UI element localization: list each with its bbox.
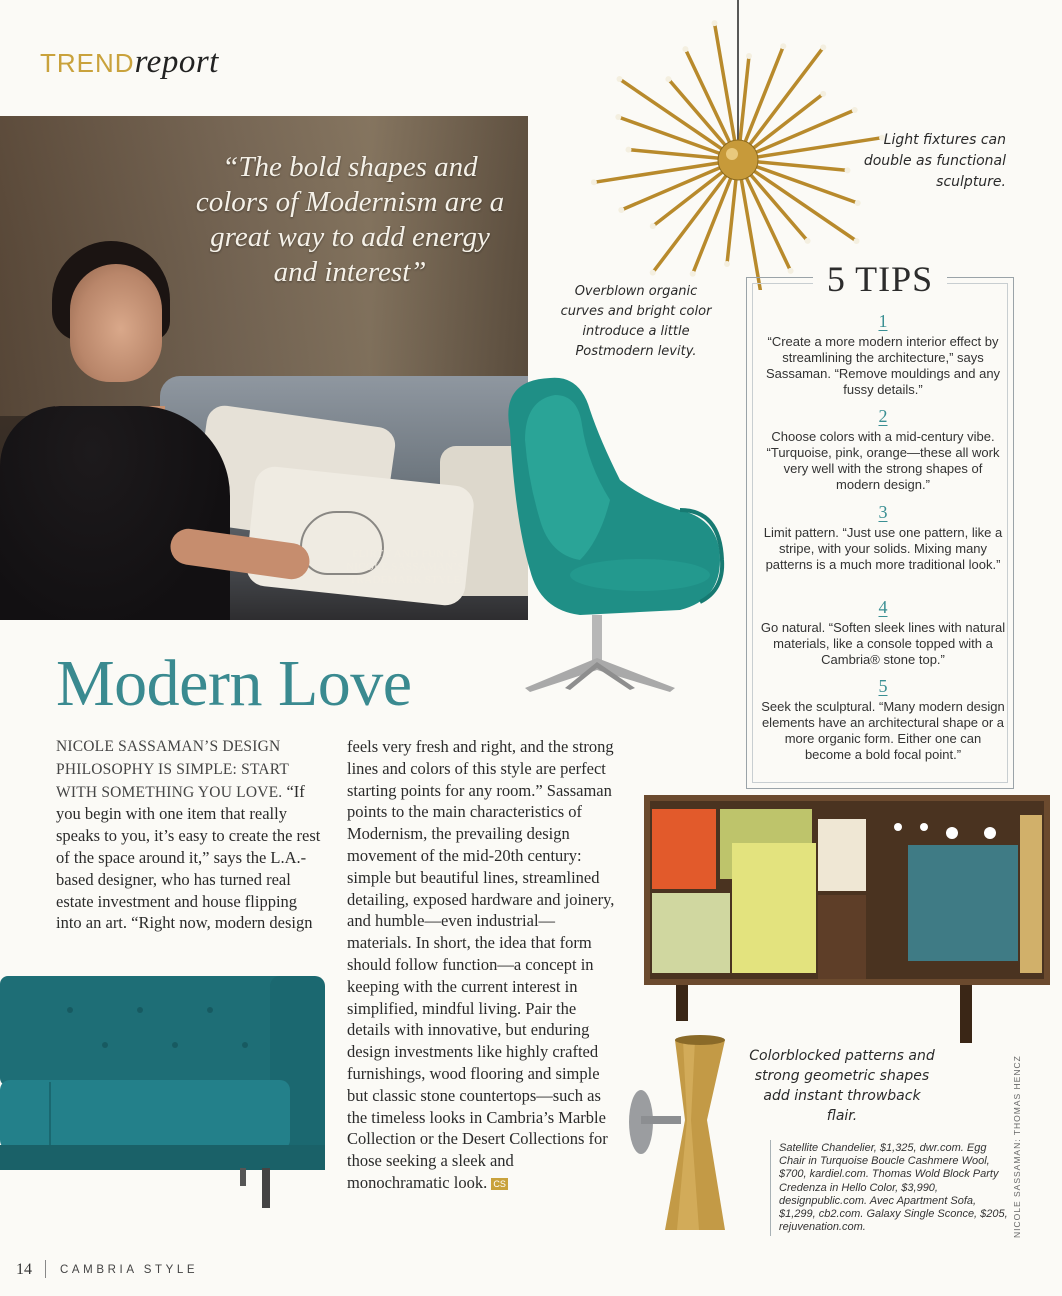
tip-number: 2 <box>878 406 888 426</box>
tip-text: Seek the sculptural. “Many modern design elements have an architectural shape or a more organic form. Either one can become a bold focal point.” <box>761 699 1005 762</box>
tip-number: 1 <box>878 311 888 331</box>
photo-caption: FLIRTY AND FUN IS NICOLE SASSAMAN’S TRADEMARK STYLE <box>346 548 464 586</box>
tip-number: 4 <box>878 597 888 617</box>
footer-divider <box>45 1260 46 1278</box>
tip-item <box>760 312 1006 398</box>
sofa-image <box>0 970 330 1220</box>
tip-item <box>760 598 1006 668</box>
tip-text: Choose colors with a mid-century vibe. “Turquoise, pink, orange—these all work very well with the strong shapes of modern design.” <box>766 429 1000 492</box>
page-number: 14 <box>16 1261 32 1278</box>
tip-item <box>760 677 1006 763</box>
note-light-fixtures: Light fixtures can double as functional sculpture. <box>863 132 1006 190</box>
tip-number: 5 <box>878 676 888 696</box>
tip-item <box>760 407 1006 493</box>
photo-credit: NICOLE SASSAMAN: THOMAS HENCZ <box>1012 1055 1022 1238</box>
note-credenza: Colorblocked patterns and strong geometric shapes add instant throwback flair. <box>749 1048 935 1124</box>
egg-chair-image <box>470 370 740 700</box>
section-label <box>40 44 219 81</box>
credenza-image <box>640 795 1052 1045</box>
end-mark-badge: CS <box>493 1179 506 1190</box>
sconce-image <box>625 1030 745 1240</box>
section-label-report: report <box>134 44 219 80</box>
article-column-2 <box>347 736 617 1194</box>
product-credits: Satellite Chandelier, $1,325, dwr.com. Egg Chair in Turquoise Boucle Cashmere Wool, $700, kardiel.com. Thomas Wold Block Party Credenza in Hello Color, $3,990, designpublic.com. Avec Apartment Sofa, $1,299, cb2.com. Galaxy Single Sconce, $205, rejuvenation.com. <box>779 1142 1008 1234</box>
article-lead: NICOLE SASSAMAN’S DESIGN PHILOSOPHY IS SIMPLE: START WITH SOMETHING YOU LOVE. <box>56 738 289 801</box>
article-body-2: feels very fresh and right, and the strong lines and colors of this style are perfect starting points for any room.” Sassaman points to the main characteristics of Modernism, the prevailing design movement of the mid-20th century: simple but beautiful lines, streamlined detailing, exposed hardware and joinery, and humble—even industrial—materials. In short, the idea that form should follow function—a concept in keeping with the current interest in simplified, mindful living. Pair the details with innovative, but enduring design investments like highly crafted furnishings, wood flooring and simple but classic stone countertops—such as the timeless looks in Cambria’s Marble Collection or the Desert Collections for those seeking a sleek and monochramatic look. <box>347 737 615 1192</box>
pull-quote: “The bold shapes and colors of Modernism are a great way to add energy and interest” <box>195 151 505 288</box>
section-label-trend: TREND <box>40 48 135 78</box>
tip-text: Go natural. “Soften sleek lines with natural materials, like a console topped with a Cambria® stone top.” <box>760 620 1006 667</box>
article-body-1: “If you begin with one item that really speaks to you, it’s easy to create the rest of the space around it,” says the L.A.-based designer, who has turned real estate investment and house flipping into an art. “Right now, modern design <box>56 781 321 933</box>
tip-number: 3 <box>878 502 888 522</box>
tips-title: 5 TIPS <box>746 258 1014 300</box>
tip-item <box>760 503 1006 573</box>
tip-text: “Create a more modern interior effect by streamlining the architecture,” says Sassaman. “Remove mouldings and any fussy details.” <box>765 334 1001 397</box>
note-egg-chair: Overblown organic curves and bright color introduce a little Postmodern levity. <box>560 284 712 359</box>
tip-text: Limit pattern. “Just use one pattern, like a stripe, with your solids. Mixing many patterns is a much more traditional look.” <box>763 525 1003 572</box>
article-column-1 <box>56 735 326 934</box>
credits-divider <box>770 1140 771 1236</box>
article-headline: Modern Love <box>56 647 412 720</box>
publication-name: CAMBRIA STYLE <box>60 1264 199 1276</box>
